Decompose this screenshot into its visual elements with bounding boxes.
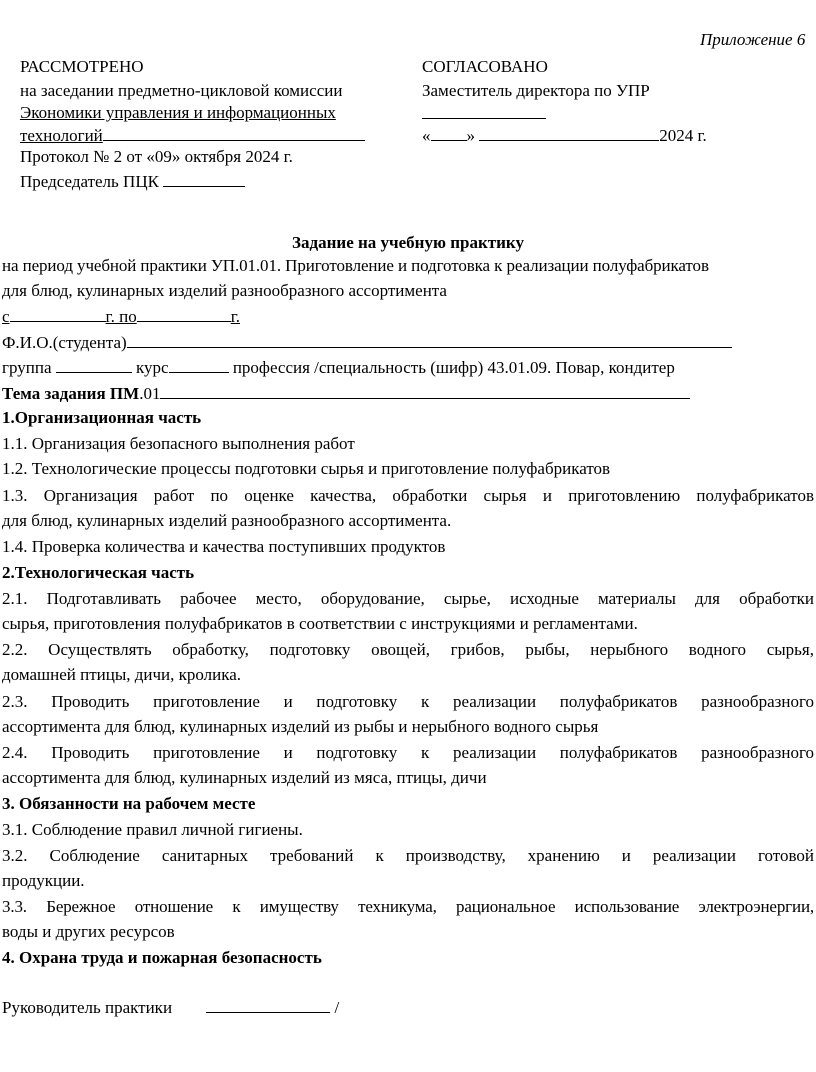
deputy-signature-line: [422, 103, 546, 124]
right-block-line1: Заместитель директора по УПР: [422, 81, 650, 100]
year-to-label: г.: [230, 307, 241, 326]
section-title: 2.Технологическая часть: [2, 563, 195, 582]
supervisor-label: Руководитель практики: [2, 998, 173, 1017]
group-label: группа: [2, 358, 52, 377]
date-from-blank: [10, 306, 106, 322]
list-item: 3.1. Соблюдение правил личной гигиены.: [2, 820, 303, 839]
list-item-continuation: для блюд, кулинарных изделий разнообразного ассортимента.: [2, 511, 452, 530]
list-item: 3.3. Бережное отношение к имуществу техникума, рациональное использование электроэнергии,: [2, 897, 814, 916]
group-blank: [56, 357, 132, 373]
list-item: 2.4. Проводить приготовление и подготовку к реализации полуфабрикатов разнообразного: [2, 743, 814, 762]
list-item: 1.2. Технологические процессы подготовки сырья и приготовление полуфабрикатов: [2, 459, 611, 478]
list-item: 2.3. Проводить приготовление и подготовку к реализации полуфабрикатов разнообразного: [2, 692, 814, 711]
chair-line: [20, 171, 245, 192]
quote-close: »: [466, 126, 475, 145]
chair-label: Председатель ПЦК: [20, 172, 159, 191]
list-item: 2.2. Осуществлять обработку, подготовку овощей, грибов, рыбы, нерыбного водного сырья,: [2, 640, 814, 659]
topic-label: Тема задания ПМ: [2, 384, 140, 403]
course-blank: [169, 357, 229, 373]
list-item: 3.2. Соблюдение санитарных требований к производству, хранению и реализации готовой: [2, 846, 814, 865]
month-blank: [479, 125, 659, 141]
list-item: 1.4. Проверка количества и качества поступивших продуктов: [2, 537, 446, 556]
quote-open: «: [422, 126, 431, 145]
date-to-blank: [137, 306, 231, 322]
approval-year: 2024 г.: [659, 126, 707, 145]
supervisor-signature-blank: [206, 997, 330, 1013]
deputy-signature-blank: [422, 103, 546, 119]
topic-blank: [160, 383, 690, 399]
document-heading: Задание на учебную практику: [292, 233, 524, 252]
section-title: 1.Организационная часть: [2, 408, 202, 427]
right-block-title: СОГЛАСОВАНО: [422, 57, 548, 76]
left-block-line1: на заседании предметно-цикловой комиссии: [20, 81, 343, 100]
left-block-line2: Экономики управления и информационных: [20, 103, 336, 122]
protocol-line: Протокол № 2 от «09» октября 2024 г.: [20, 147, 293, 166]
period-line1: на период учебной практики УП.01.01. Приготовление и подготовка к реализации полуфабрикатов: [2, 256, 709, 275]
left-block-line3: [20, 125, 365, 146]
student-label: Ф.И.О.(студента): [2, 333, 127, 352]
list-item: 1.1. Организация безопасного выполнения работ: [2, 434, 355, 453]
period-line2: для блюд, кулинарных изделий разнообразного ассортимента: [2, 281, 447, 300]
student-line: [2, 332, 732, 353]
year-from-label: г. по: [105, 307, 137, 326]
list-item-continuation: ассортимента для блюд, кулинарных изделий из мяса, птицы, дичи: [2, 768, 487, 787]
list-item-continuation: ассортимента для блюд, кулинарных изделий из рыбы и нерыбного водного сырья: [2, 717, 599, 736]
group-line: [2, 357, 675, 378]
chair-signature-blank: [163, 171, 245, 187]
list-item-continuation: продукции.: [2, 871, 85, 890]
from-label: с: [2, 307, 10, 326]
topic-line: [2, 383, 690, 404]
commission-name-end: технологий: [20, 126, 103, 145]
profession-text: профессия /специальность (шифр) 43.01.09. Повар, кондитер: [232, 358, 675, 377]
supervisor-line: [2, 997, 339, 1018]
course-label: курс: [136, 358, 169, 377]
section-title: 4. Охрана труда и пожарная безопасность: [2, 948, 322, 967]
period-dates-line: [2, 306, 240, 327]
list-item: 2.1. Подготавливать рабочее место, оборудование, сырье, исходные материалы для обработки: [2, 589, 814, 608]
approval-date-line: [422, 125, 707, 146]
left-block-title: РАССМОТРЕНО: [20, 57, 144, 76]
student-name-blank: [127, 332, 732, 348]
topic-value: .01: [139, 384, 161, 403]
section-title: 3. Обязанности на рабочем месте: [2, 794, 256, 813]
supervisor-slash: /: [334, 998, 340, 1017]
commission-blank: [103, 125, 365, 141]
list-item-continuation: сырья, приготовления полуфабрикатов в соответствии с инструкциями и регламентами.: [2, 614, 638, 633]
list-item-continuation: воды и других ресурсов: [2, 922, 175, 941]
day-blank: [431, 125, 467, 141]
appendix-label: Приложение 6: [700, 30, 806, 49]
list-item-continuation: домашней птицы, дичи, кролика.: [2, 665, 242, 684]
list-item: 1.3. Организация работ по оценке качества, обработки сырья и приготовлению полуфабрикатов: [2, 486, 814, 505]
